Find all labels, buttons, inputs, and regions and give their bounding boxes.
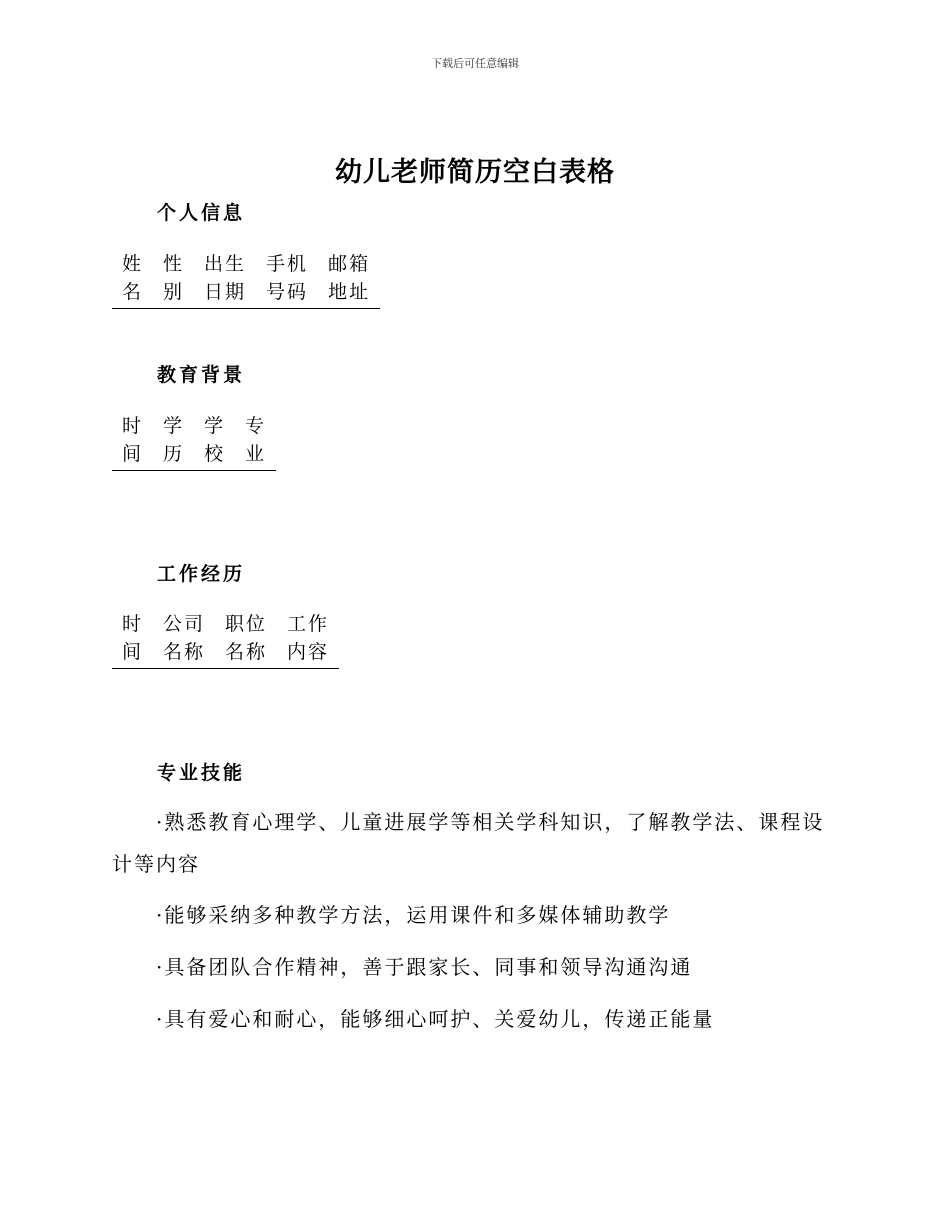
education-table [112,412,276,471]
field-birthdate: 出生 日期 [204,253,247,303]
header-note: 下载后可任意编辑 [431,57,519,70]
field-major: 专 业 [245,415,267,465]
skill-item: ·具备团队合作精神，善于跟家长、同事和领导沟通沟通 [156,955,693,979]
section-heading-personal: 个人信息 [157,202,246,224]
field-time: 时 间 [122,415,144,465]
section-heading-work: 工作经历 [157,563,246,585]
skill-item: ·熟悉教育心理学、儿童进展学等相关学科知识，了解教学法、课程设计等内容 [112,810,825,876]
work-table [112,610,339,669]
field-company: 公司 名称 [163,613,206,663]
field-gender: 性 别 [163,253,185,303]
section-heading-education: 教育背景 [157,364,246,386]
page-title: 幼儿老师简历空白表格 [335,157,615,188]
field-school: 学 校 [204,415,226,465]
field-phone: 手机 号码 [266,253,309,303]
field-name: 姓 名 [122,253,144,303]
field-position: 职位 名称 [225,613,268,663]
field-job-content: 工作 内容 [287,613,330,663]
skill-item: ·具有爱心和耐心，能够细心呵护、关爱幼儿，传递正能量 [156,1007,715,1031]
field-degree: 学 历 [163,415,185,465]
field-time: 时 间 [122,613,144,663]
section-heading-skills: 专业技能 [157,762,246,784]
field-email: 邮箱 地址 [328,253,371,303]
personal-info-table [112,250,380,309]
skill-item: ·能够采纳多种教学方法，运用课件和多媒体辅助教学 [156,903,671,927]
